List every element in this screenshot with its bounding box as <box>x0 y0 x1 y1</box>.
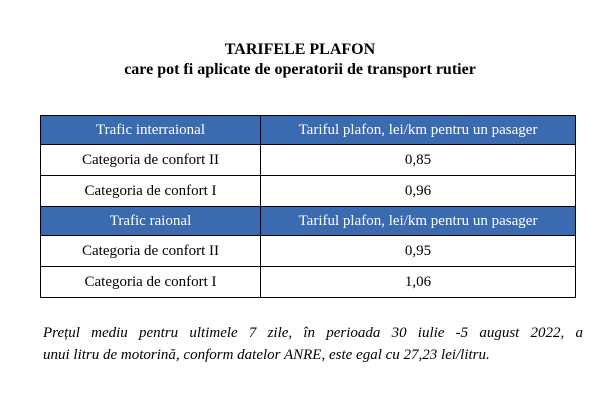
section-header-left: Trafic raional <box>41 207 261 236</box>
value-cell: 0,95 <box>261 236 576 267</box>
document-title: TARIFELE PLAFON <box>224 41 376 58</box>
tariff-table <box>40 115 576 298</box>
section-header-left: Trafic interraional <box>41 116 261 145</box>
value-cell: 0,96 <box>261 176 576 207</box>
value-cell: 0,85 <box>261 145 576 176</box>
table-row <box>41 267 576 298</box>
section-header-interraional <box>41 116 576 145</box>
section-header-right: Tariful plafon, lei/km pentru un pasager <box>261 116 576 145</box>
value-cell: 1,06 <box>261 267 576 298</box>
category-cell: Categoria de confort I <box>41 267 261 298</box>
note-line-2: unui litru de motorină, conform datelor ANRE, este egal cu 27,23 lei/litru. <box>43 347 490 363</box>
section-header-raional <box>41 207 576 236</box>
table-row <box>41 176 576 207</box>
table-row <box>41 145 576 176</box>
section-header-right: Tariful plafon, lei/km pentru un pasager <box>261 207 576 236</box>
fuel-price-note <box>43 322 583 366</box>
category-cell: Categoria de confort II <box>41 236 261 267</box>
document-subtitle: care pot fi aplicate de operatorii de transport rutier <box>124 61 476 78</box>
category-cell: Categoria de confort I <box>41 176 261 207</box>
category-cell: Categoria de confort II <box>41 145 261 176</box>
note-line-1: Prețul mediu pentru ultimele 7 zile, în perioada 30 iulie -5 august 2022, a <box>43 325 583 341</box>
table-row <box>41 236 576 267</box>
